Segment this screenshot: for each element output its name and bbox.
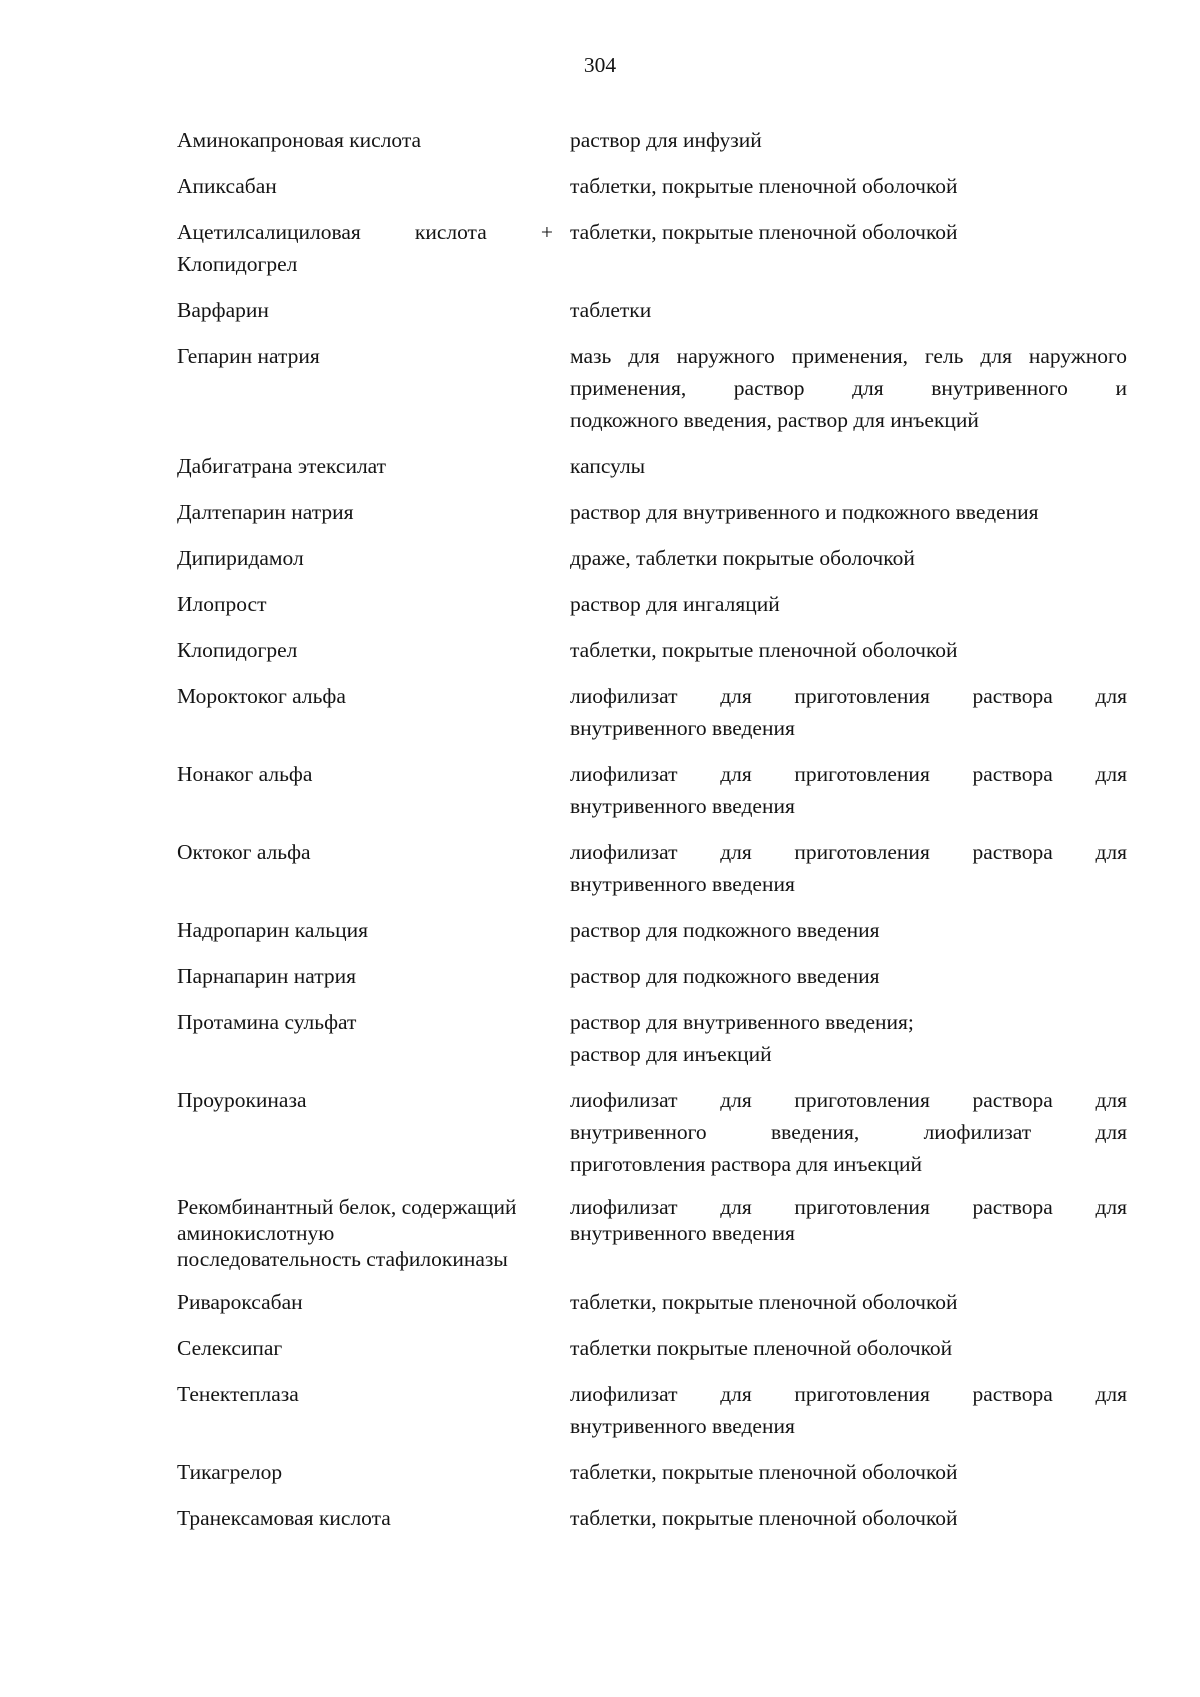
table-row [177,124,1127,156]
drug-name-cell [177,1332,553,1364]
table-row [177,836,1127,900]
text-line: таблетки, покрытые пленочной оболочкой [570,174,958,198]
text-line: таблетки, покрытые пленочной оболочкой [570,220,958,244]
text-line: лиофилизат для приготовления раствора для [570,1088,1127,1112]
table-row [177,758,1127,822]
text-line: Мороктоког альфа [177,684,346,708]
drug-name-cell [177,1456,553,1488]
text-line: внутривенного введения [570,872,795,896]
dosage-forms-cell [570,1378,1127,1442]
drug-name-cell [177,170,553,202]
text-line: Далтепарин натрия [177,500,354,524]
text-line: раствор для подкожного введения [570,964,880,988]
text-line: раствор для инфузий [570,128,762,152]
text-line: приготовления раствора для инъекций [570,1152,923,1176]
dosage-forms-cell [570,1286,1127,1318]
table-row [177,914,1127,946]
drug-name-cell [177,124,553,156]
drug-name-cell [177,216,553,280]
table-row [177,542,1127,574]
text-line: лиофилизат для приготовления раствора для [570,684,1127,708]
text-line: раствор для внутривенного введения; [570,1010,914,1034]
text-line: лиофилизат для приготовления раствора для [570,840,1127,864]
text-line: Селексипаг [177,1336,283,1360]
table-row [177,634,1127,666]
dosage-forms-cell [570,960,1127,992]
text-line: внутривенного введения, лиофилизат для [570,1120,1127,1144]
drug-name-cell [177,634,553,666]
dosage-forms-cell [570,450,1127,482]
text-line: Транексамовая кислота [177,1506,391,1530]
table-row [177,1332,1127,1364]
table-row [177,450,1127,482]
text-line: Клопидогрел [177,638,298,662]
dosage-forms-cell [570,542,1127,574]
dosage-forms-cell [570,914,1127,946]
text-line: раствор для ингаляций [570,592,780,616]
text-line: Тенектеплаза [177,1382,299,1406]
text-line: капсулы [570,454,646,478]
table-row [177,1456,1127,1488]
text-line: лиофилизат для приготовления раствора для [570,762,1127,786]
drug-name-cell [177,1194,553,1272]
drug-name-cell [177,1502,553,1534]
text-line: раствор для подкожного введения [570,918,880,942]
text-line: лиофилизат для приготовления раствора для [570,1382,1127,1406]
table-row [177,588,1127,620]
text-line: драже, таблетки покрытые оболочкой [570,546,915,570]
drug-name-cell [177,340,553,372]
drug-name-cell [177,1084,553,1116]
table-row [177,680,1127,744]
drug-name-cell [177,450,553,482]
table-row [177,216,1127,280]
text-line: внутривенного введения [570,1221,795,1245]
text-line: Нонаког альфа [177,762,313,786]
drug-name-cell [177,1006,553,1038]
dosage-forms-cell [570,588,1127,620]
text-line: таблетки, покрытые пленочной оболочкой [570,1460,958,1484]
drug-name-cell [177,960,553,992]
table-row [177,1502,1127,1534]
drug-name-cell [177,294,553,326]
text-line: Надропарин кальция [177,918,368,942]
text-line: Дипиридамол [177,546,304,570]
table-row [177,960,1127,992]
text-line: раствор для инъекций [570,1042,772,1066]
dosage-forms-cell [570,1502,1127,1534]
drug-name-cell [177,758,553,790]
table-row [177,1084,1127,1180]
dosage-forms-cell [570,1332,1127,1364]
drug-name-cell [177,680,553,712]
dosage-forms-cell [570,124,1127,156]
text-line: применения, раствор для внутривенного и [570,376,1127,400]
text-line: таблетки, покрытые пленочной оболочкой [570,638,958,662]
dosage-forms-cell [570,1006,1127,1070]
text-line: внутривенного введения [570,716,795,740]
text-line: Клопидогрел [177,252,298,276]
dosage-forms-cell [570,758,1127,822]
dosage-forms-cell [570,1456,1127,1488]
text-line: Протамина сульфат [177,1010,357,1034]
drug-name-cell [177,1378,553,1410]
text-line: раствор для внутривенного и подкожного введения [570,500,1039,524]
text-line: Рекомбинантный белок, содержащий [177,1195,517,1219]
table-row [177,1378,1127,1442]
dosage-forms-cell [570,680,1127,744]
drug-name-cell [177,496,553,528]
text-line: Апиксабан [177,174,277,198]
table-row [177,170,1127,202]
drug-name-cell [177,1286,553,1318]
text-line: Парнапарин натрия [177,964,357,988]
text-line: таблетки, покрытые пленочной оболочкой [570,1506,958,1530]
drug-name-cell [177,542,553,574]
dosage-forms-cell [570,1194,1127,1246]
drug-name-cell [177,836,553,868]
text-line: Гепарин натрия [177,344,320,368]
dosage-forms-cell [570,216,1127,248]
text-line: Октоког альфа [177,840,311,864]
text-line: внутривенного введения [570,794,795,818]
drug-table [177,124,1127,1548]
dosage-forms-cell [570,340,1127,436]
table-row [177,1194,1127,1272]
text-line: последовательность стафилокиназы [177,1247,508,1271]
dosage-forms-cell [570,294,1127,326]
text-line: внутривенного введения [570,1414,795,1438]
text-line: Ацетилсалициловая кислота + [177,220,553,244]
text-line: Ривароксабан [177,1290,303,1314]
dosage-forms-cell [570,170,1127,202]
dosage-forms-cell [570,1084,1127,1180]
text-line: подкожного введения, раствор для инъекций [570,408,979,432]
dosage-forms-cell [570,634,1127,666]
text-line: таблетки покрытые пленочной оболочкой [570,1336,953,1360]
text-line: Проурокиназа [177,1088,307,1112]
drug-name-cell [177,588,553,620]
text-line: Тикагрелор [177,1460,283,1484]
drug-name-cell [177,914,553,946]
dosage-forms-cell [570,496,1127,528]
table-row [177,294,1127,326]
text-line: Аминокапроновая кислота [177,128,422,152]
table-row [177,496,1127,528]
table-row [177,1006,1127,1070]
dosage-forms-cell [570,836,1127,900]
text-line: Варфарин [177,298,269,322]
text-line: таблетки [570,298,652,322]
text-line: Илопрост [177,592,267,616]
text-line: аминокислотную [177,1221,335,1245]
text-line: лиофилизат для приготовления раствора для [570,1195,1127,1219]
text-line: мазь для наружного применения, гель для наружного [570,344,1127,368]
text-line: таблетки, покрытые пленочной оболочкой [570,1290,958,1314]
page-number: 304 [583,53,617,77]
table-row [177,1286,1127,1318]
text-line: Дабигатрана этексилат [177,454,387,478]
table-row [177,340,1127,436]
